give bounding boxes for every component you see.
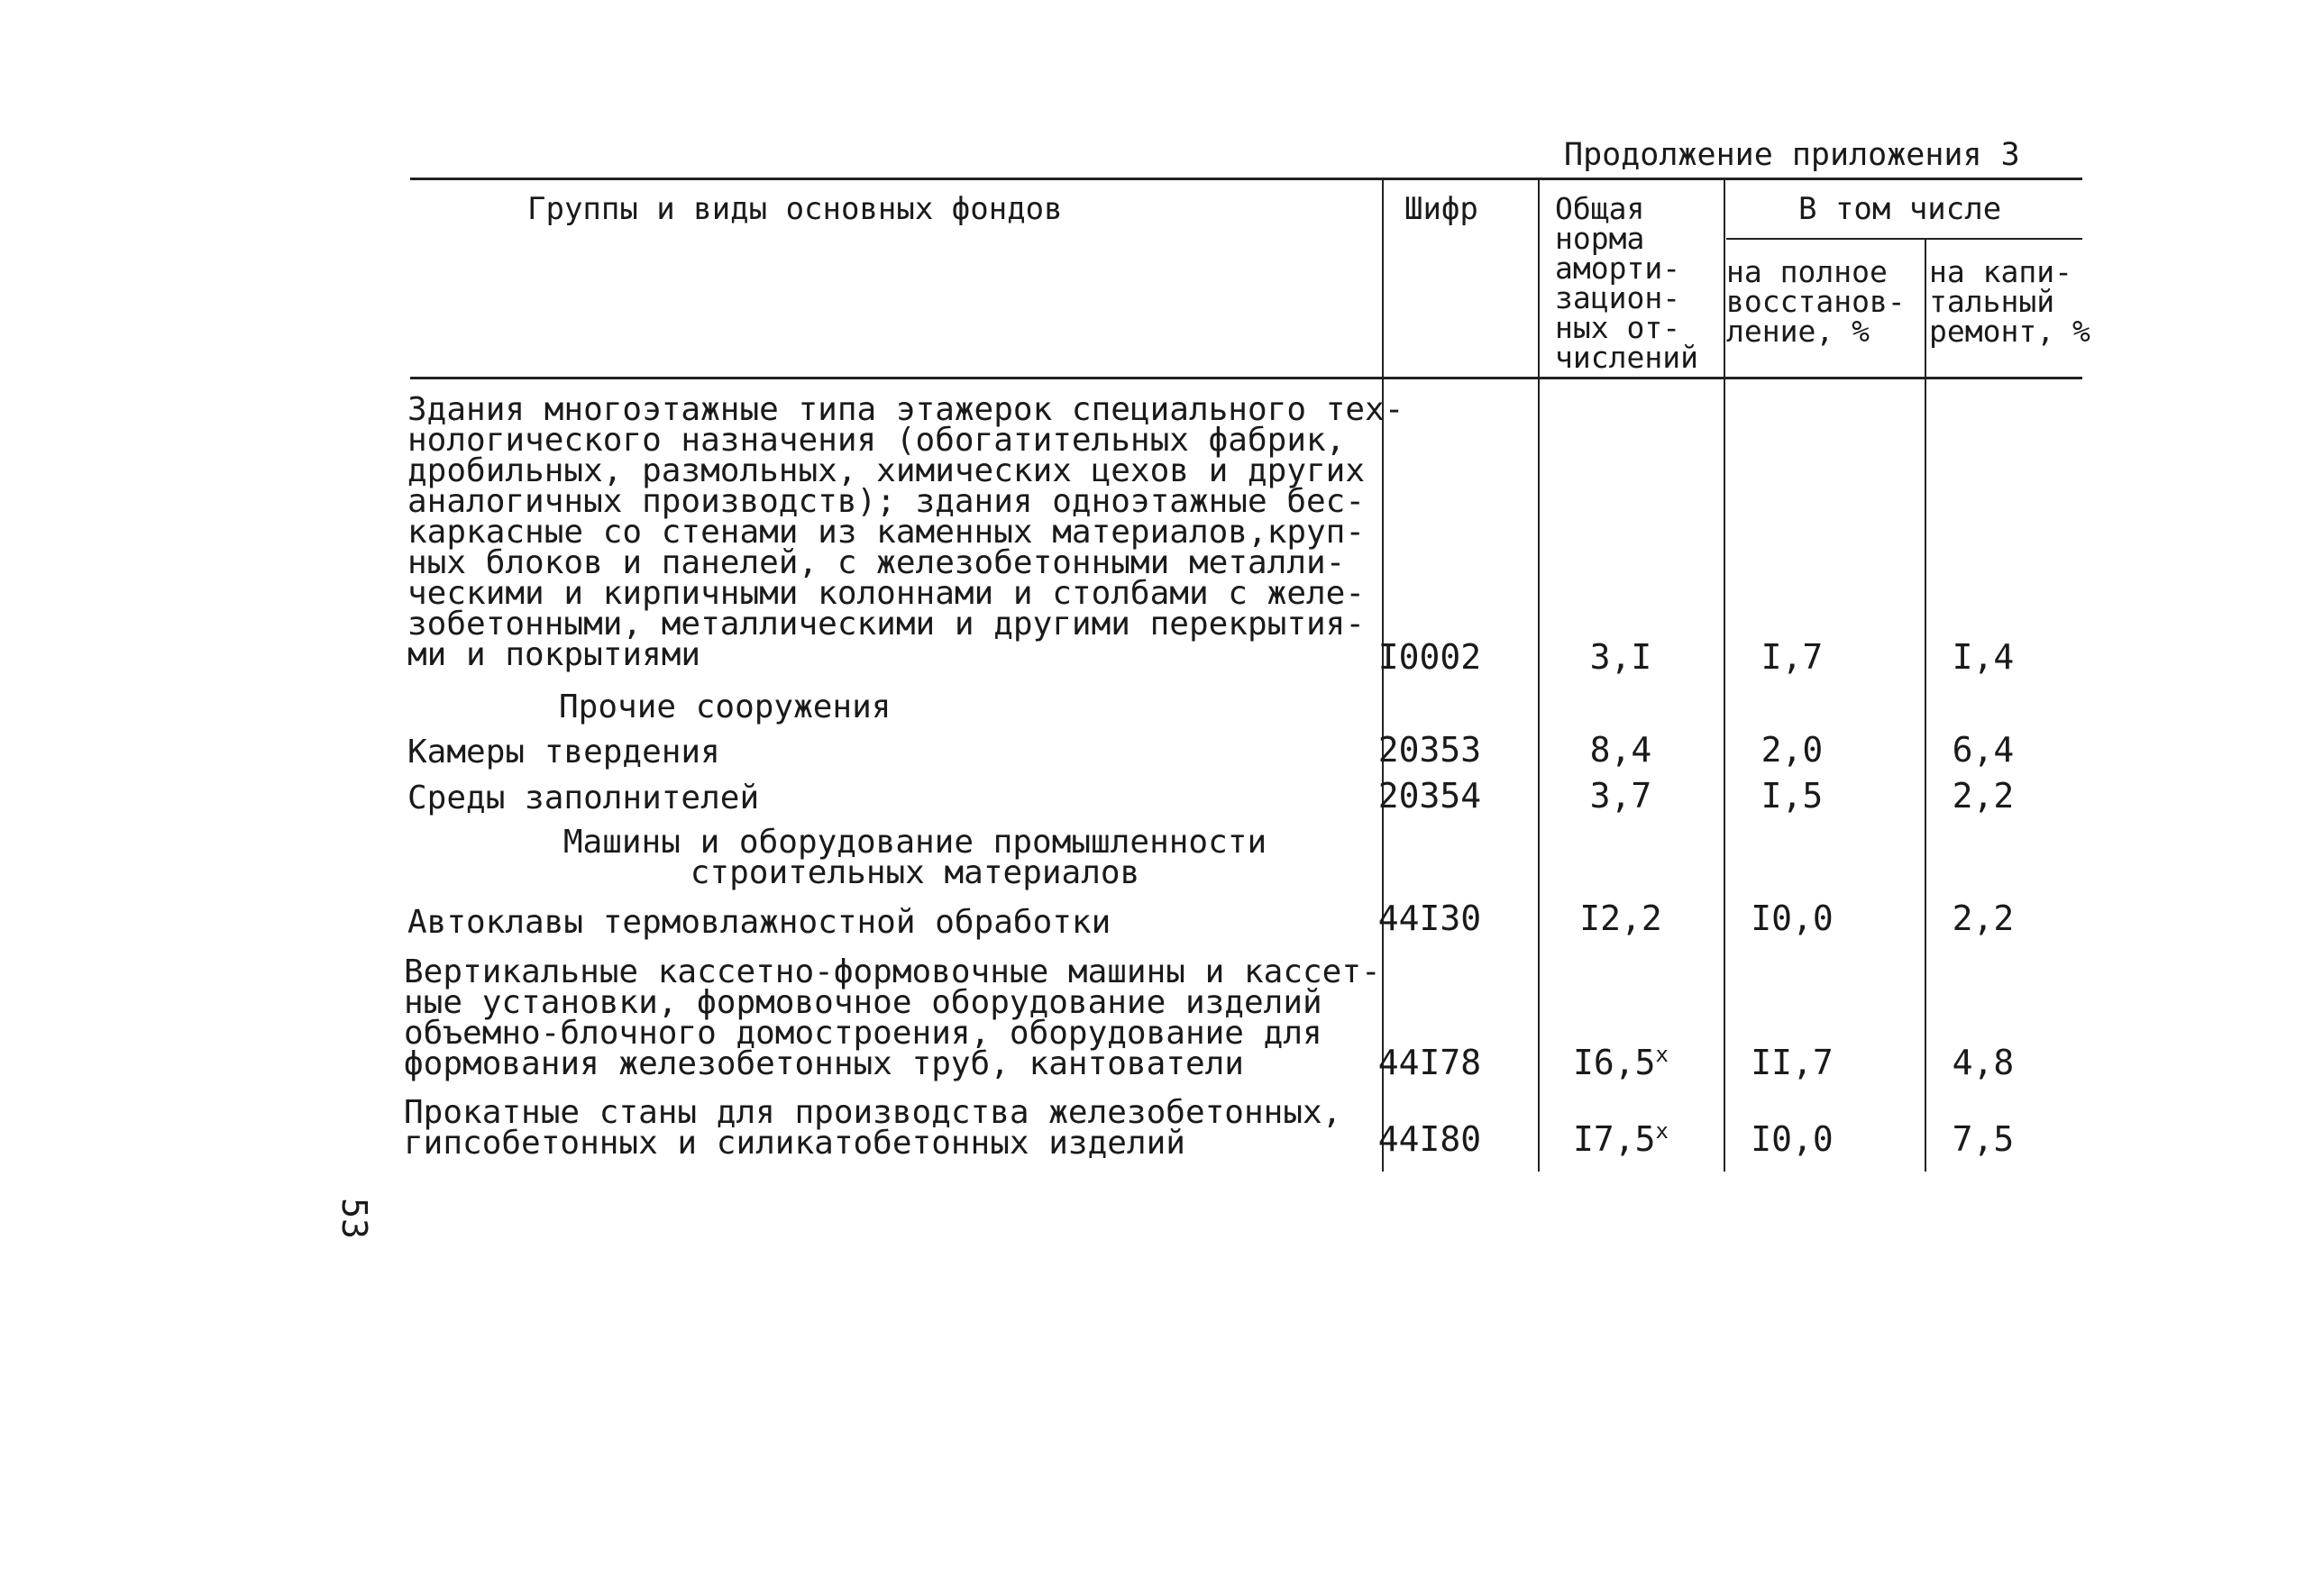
section-title: Прочие сооружения	[559, 689, 892, 725]
row-name: Камеры твердения	[407, 734, 720, 771]
row-name: Здания многоэтажные типа этажерок специального тех- нологического назначения (обогатительных фабрик, дробильных, размольных, химических цехов и других аналогичных производств); здания одноэтажные бес- каркасные со стенами из каменных материалов,круп- ных блоков и панелей, с железобетонными металли- ческими и кирпичными колоннами и столбами с желе- зобетонными, металлическими и другими перекрытия- ми и покрытиями	[407, 391, 1404, 673]
row-capital: 6,4	[1952, 730, 2015, 770]
row-code: 44I80	[1377, 1119, 1482, 1159]
row-name: Среды заполнителей	[407, 780, 760, 816]
row-code: 44I30	[1377, 898, 1482, 938]
row-norm: I2,2	[1579, 898, 1662, 938]
row-full: I0,0	[1751, 1119, 1834, 1159]
section-title: Машины и оборудование промышленности строительных материалов	[562, 824, 1267, 891]
subheader-rule	[1726, 238, 2082, 240]
row-full: I,5	[1761, 776, 1824, 816]
column-divider	[1925, 238, 1926, 1172]
row-norm: 3,7	[1589, 776, 1652, 816]
header-group: Группы и виды основных фондов	[527, 191, 1063, 227]
row-capital: 2,2	[1952, 898, 2015, 938]
row-code: 44I78	[1377, 1043, 1482, 1082]
header-full-restoration: на полное восстанов- ление, %	[1726, 254, 1906, 349]
row-full: 2,0	[1761, 730, 1824, 770]
row-code: 20354	[1377, 776, 1482, 816]
row-name: Прокатные станы для производства железобетонных, гипсобетонных и силикатобетонных изделий	[404, 1094, 1342, 1162]
row-code: 20353	[1377, 730, 1482, 770]
row-norm: I6,5$^x$	[1573, 1042, 1669, 1082]
row-full: II,7	[1751, 1043, 1834, 1082]
header-code: Шифр	[1404, 191, 1478, 227]
row-norm: 3,I	[1589, 637, 1652, 677]
row-capital: I,4	[1952, 637, 2015, 677]
row-capital: 7,5	[1952, 1119, 2015, 1159]
row-capital: 2,2	[1952, 776, 2015, 816]
row-name: Вертикальные кассетно-формовочные машины и кассет- ные установки, формовочное оборудование изделий объемно-блочного домостроения, оборудование для формования железобетонных труб, кантователи	[404, 953, 1381, 1082]
header-capital-repair: на капи- тальный ремонт, %	[1929, 254, 2090, 349]
row-capital: 4,8	[1952, 1043, 2015, 1082]
row-name: Автоклавы термовлажностной обработки	[407, 904, 1111, 941]
row-norm: 8,4	[1589, 730, 1652, 770]
page-number: 53	[334, 1198, 374, 1239]
header-bottom-rule	[410, 377, 2082, 379]
column-divider	[1724, 178, 1725, 1172]
row-norm: I7,5$^x$	[1573, 1118, 1669, 1159]
row-full: I0,0	[1751, 898, 1834, 938]
row-code: I0002	[1377, 637, 1482, 677]
header-general-norm: Общая норма аморти- зацион- ных от- числений	[1555, 191, 1698, 375]
header-including: В том числе	[1798, 191, 2002, 227]
column-divider	[1538, 178, 1540, 1172]
table-top-rule	[410, 178, 2082, 180]
row-full: I,7	[1761, 637, 1824, 677]
continuation-label: Продолжение приложения 3	[1564, 137, 2020, 173]
